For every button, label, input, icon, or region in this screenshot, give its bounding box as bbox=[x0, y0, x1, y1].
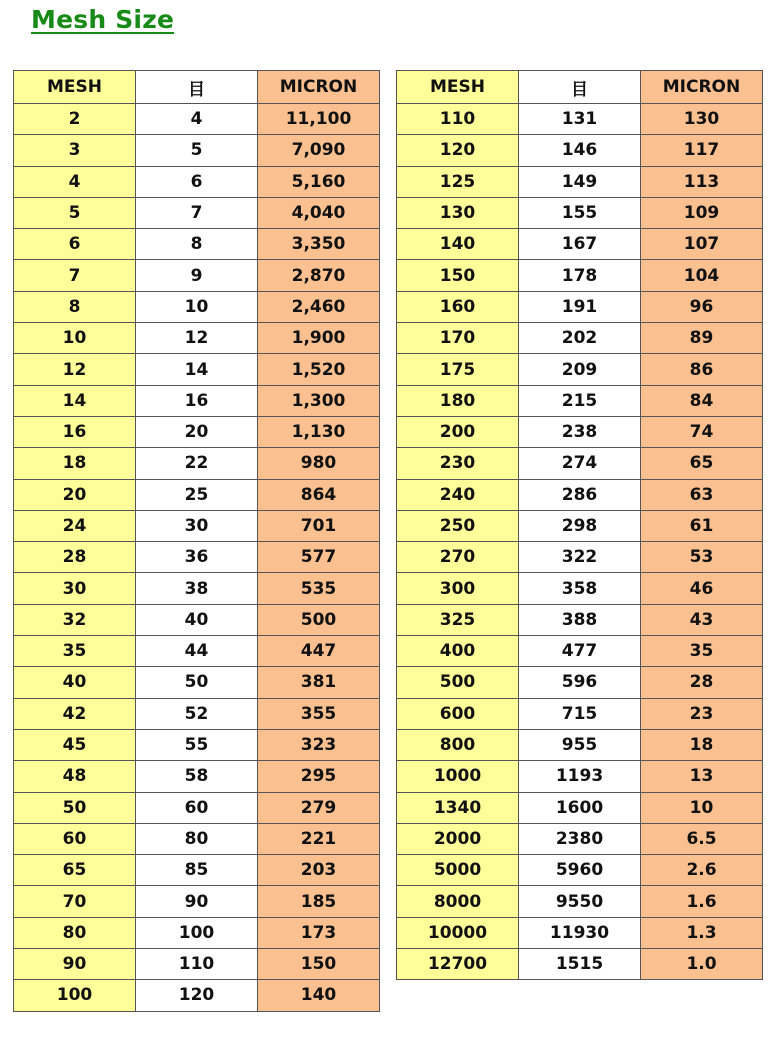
table-row bbox=[14, 104, 380, 135]
mesh-cell: 10 bbox=[14, 323, 136, 354]
micron-cell: 46 bbox=[641, 573, 763, 604]
mesh-cell: 800 bbox=[397, 729, 519, 760]
table-row bbox=[397, 354, 763, 385]
mesh-cell: 125 bbox=[397, 166, 519, 197]
table-row bbox=[397, 542, 763, 573]
table-row bbox=[397, 761, 763, 792]
mesh-cell: 1000 bbox=[397, 761, 519, 792]
table-row bbox=[397, 166, 763, 197]
mesh-cell: 200 bbox=[397, 416, 519, 447]
table-row bbox=[14, 260, 380, 291]
micron-cell: 2,870 bbox=[258, 260, 380, 291]
micron-cell: 2.6 bbox=[641, 855, 763, 886]
micron-cell: 1.6 bbox=[641, 886, 763, 917]
table-row bbox=[397, 104, 763, 135]
micron-cell: 864 bbox=[258, 479, 380, 510]
header-micron: MICRON bbox=[641, 71, 763, 104]
table-row bbox=[397, 886, 763, 917]
mok-cell: 155 bbox=[519, 197, 641, 228]
mok-cell: 388 bbox=[519, 604, 641, 635]
table-row bbox=[14, 917, 380, 948]
mesh-cell: 8000 bbox=[397, 886, 519, 917]
table-row bbox=[397, 291, 763, 322]
micron-cell: 173 bbox=[258, 917, 380, 948]
mok-cell: 146 bbox=[519, 135, 641, 166]
mesh-cell: 60 bbox=[14, 823, 136, 854]
mok-cell: 6 bbox=[136, 166, 258, 197]
micron-cell: 107 bbox=[641, 229, 763, 260]
mok-cell: 1515 bbox=[519, 949, 641, 980]
micron-cell: 3,350 bbox=[258, 229, 380, 260]
micron-cell: 113 bbox=[641, 166, 763, 197]
table-row bbox=[14, 667, 380, 698]
table-row bbox=[397, 260, 763, 291]
micron-cell: 130 bbox=[641, 104, 763, 135]
mok-cell: 9550 bbox=[519, 886, 641, 917]
mok-cell: 1193 bbox=[519, 761, 641, 792]
mesh-cell: 50 bbox=[14, 792, 136, 823]
header-micron: MICRON bbox=[258, 71, 380, 104]
mesh-cell: 170 bbox=[397, 323, 519, 354]
micron-cell: 355 bbox=[258, 698, 380, 729]
mesh-cell: 30 bbox=[14, 573, 136, 604]
micron-cell: 1,520 bbox=[258, 354, 380, 385]
mesh-cell: 325 bbox=[397, 604, 519, 635]
mok-cell: 167 bbox=[519, 229, 641, 260]
micron-cell: 203 bbox=[258, 855, 380, 886]
mesh-table-left bbox=[13, 70, 380, 1012]
mok-cell: 38 bbox=[136, 573, 258, 604]
micron-cell: 53 bbox=[641, 542, 763, 573]
mok-cell: 322 bbox=[519, 542, 641, 573]
table-row bbox=[397, 667, 763, 698]
table-row bbox=[397, 448, 763, 479]
mesh-cell: 130 bbox=[397, 197, 519, 228]
mesh-cell: 250 bbox=[397, 510, 519, 541]
micron-cell: 28 bbox=[641, 667, 763, 698]
mok-cell: 10 bbox=[136, 291, 258, 322]
mok-cell: 2380 bbox=[519, 823, 641, 854]
table-row bbox=[397, 510, 763, 541]
page-title: Mesh Size bbox=[31, 5, 175, 34]
mok-cell: 5 bbox=[136, 135, 258, 166]
table-row bbox=[397, 229, 763, 260]
header-row bbox=[14, 71, 380, 104]
micron-cell: 381 bbox=[258, 667, 380, 698]
table-row bbox=[14, 886, 380, 917]
micron-cell: 5,160 bbox=[258, 166, 380, 197]
table-row bbox=[397, 636, 763, 667]
mok-cell: 30 bbox=[136, 510, 258, 541]
mesh-cell: 3 bbox=[14, 135, 136, 166]
micron-cell: 185 bbox=[258, 886, 380, 917]
micron-cell: 109 bbox=[641, 197, 763, 228]
table-row bbox=[397, 323, 763, 354]
table-row bbox=[14, 855, 380, 886]
table-row bbox=[397, 135, 763, 166]
mok-cell: 178 bbox=[519, 260, 641, 291]
mesh-cell: 300 bbox=[397, 573, 519, 604]
mok-cell: 22 bbox=[136, 448, 258, 479]
table-row bbox=[397, 197, 763, 228]
micron-cell: 13 bbox=[641, 761, 763, 792]
table-row bbox=[14, 761, 380, 792]
mok-cell: 191 bbox=[519, 291, 641, 322]
micron-cell: 500 bbox=[258, 604, 380, 635]
mok-cell: 477 bbox=[519, 636, 641, 667]
table-row bbox=[14, 323, 380, 354]
mok-cell: 358 bbox=[519, 573, 641, 604]
table-row bbox=[397, 416, 763, 447]
table-row bbox=[14, 636, 380, 667]
table-row bbox=[14, 135, 380, 166]
table-row bbox=[14, 229, 380, 260]
mesh-cell: 270 bbox=[397, 542, 519, 573]
table-row bbox=[397, 823, 763, 854]
micron-cell: 117 bbox=[641, 135, 763, 166]
table-row bbox=[14, 510, 380, 541]
mesh-cell: 10000 bbox=[397, 917, 519, 948]
mok-cell: 596 bbox=[519, 667, 641, 698]
mok-cell: 8 bbox=[136, 229, 258, 260]
mesh-cell: 32 bbox=[14, 604, 136, 635]
header-row bbox=[397, 71, 763, 104]
table-body-left bbox=[14, 104, 380, 1012]
table-row bbox=[14, 354, 380, 385]
table-row bbox=[397, 855, 763, 886]
table-row bbox=[14, 573, 380, 604]
table-row bbox=[397, 573, 763, 604]
micron-cell: 11,100 bbox=[258, 104, 380, 135]
mesh-cell: 150 bbox=[397, 260, 519, 291]
micron-cell: 7,090 bbox=[258, 135, 380, 166]
mok-cell: 202 bbox=[519, 323, 641, 354]
mesh-cell: 45 bbox=[14, 729, 136, 760]
mok-cell: 120 bbox=[136, 980, 258, 1011]
micron-cell: 63 bbox=[641, 479, 763, 510]
mesh-cell: 5000 bbox=[397, 855, 519, 886]
mesh-cell: 175 bbox=[397, 354, 519, 385]
mok-cell: 14 bbox=[136, 354, 258, 385]
mok-cell: 90 bbox=[136, 886, 258, 917]
mesh-cell: 65 bbox=[14, 855, 136, 886]
micron-cell: 43 bbox=[641, 604, 763, 635]
micron-cell: 980 bbox=[258, 448, 380, 479]
mesh-cell: 90 bbox=[14, 949, 136, 980]
mesh-cell: 35 bbox=[14, 636, 136, 667]
mesh-cell: 8 bbox=[14, 291, 136, 322]
mesh-cell: 600 bbox=[397, 698, 519, 729]
table-row bbox=[14, 949, 380, 980]
mesh-cell: 2000 bbox=[397, 823, 519, 854]
table-row bbox=[397, 792, 763, 823]
table-row bbox=[14, 604, 380, 635]
mesh-cell: 120 bbox=[397, 135, 519, 166]
table-row bbox=[397, 729, 763, 760]
micron-cell: 1.3 bbox=[641, 917, 763, 948]
mesh-cell: 28 bbox=[14, 542, 136, 573]
mok-cell: 36 bbox=[136, 542, 258, 573]
table-row bbox=[397, 698, 763, 729]
mok-cell: 286 bbox=[519, 479, 641, 510]
micron-cell: 96 bbox=[641, 291, 763, 322]
mesh-cell: 500 bbox=[397, 667, 519, 698]
table-row bbox=[397, 917, 763, 948]
table-row bbox=[14, 980, 380, 1011]
mesh-cell: 24 bbox=[14, 510, 136, 541]
mok-cell: 85 bbox=[136, 855, 258, 886]
mesh-cell: 7 bbox=[14, 260, 136, 291]
table-row bbox=[14, 197, 380, 228]
mesh-cell: 2 bbox=[14, 104, 136, 135]
mok-cell: 12 bbox=[136, 323, 258, 354]
mok-cell: 7 bbox=[136, 197, 258, 228]
header-mok: 目 bbox=[136, 71, 258, 104]
mesh-cell: 16 bbox=[14, 416, 136, 447]
mok-cell: 80 bbox=[136, 823, 258, 854]
mesh-cell: 140 bbox=[397, 229, 519, 260]
micron-cell: 86 bbox=[641, 354, 763, 385]
table-row bbox=[14, 729, 380, 760]
mesh-cell: 400 bbox=[397, 636, 519, 667]
header-mesh: MESH bbox=[14, 71, 136, 104]
mok-cell: 44 bbox=[136, 636, 258, 667]
micron-cell: 74 bbox=[641, 416, 763, 447]
micron-cell: 61 bbox=[641, 510, 763, 541]
micron-cell: 2,460 bbox=[258, 291, 380, 322]
mesh-cell: 180 bbox=[397, 385, 519, 416]
mok-cell: 16 bbox=[136, 385, 258, 416]
mok-cell: 238 bbox=[519, 416, 641, 447]
mok-cell: 149 bbox=[519, 166, 641, 197]
table-row bbox=[14, 823, 380, 854]
micron-cell: 1,130 bbox=[258, 416, 380, 447]
micron-cell: 104 bbox=[641, 260, 763, 291]
mok-cell: 20 bbox=[136, 416, 258, 447]
table-row bbox=[14, 385, 380, 416]
mesh-cell: 12 bbox=[14, 354, 136, 385]
mok-cell: 4 bbox=[136, 104, 258, 135]
table-row bbox=[14, 479, 380, 510]
micron-cell: 89 bbox=[641, 323, 763, 354]
micron-cell: 701 bbox=[258, 510, 380, 541]
mesh-cell: 42 bbox=[14, 698, 136, 729]
mesh-cell: 18 bbox=[14, 448, 136, 479]
table-row bbox=[397, 385, 763, 416]
mok-cell: 298 bbox=[519, 510, 641, 541]
micron-cell: 323 bbox=[258, 729, 380, 760]
mesh-cell: 100 bbox=[14, 980, 136, 1011]
micron-cell: 221 bbox=[258, 823, 380, 854]
mok-cell: 40 bbox=[136, 604, 258, 635]
mok-cell: 1600 bbox=[519, 792, 641, 823]
mok-cell: 209 bbox=[519, 354, 641, 385]
table-row bbox=[397, 604, 763, 635]
micron-cell: 18 bbox=[641, 729, 763, 760]
micron-cell: 577 bbox=[258, 542, 380, 573]
micron-cell: 35 bbox=[641, 636, 763, 667]
micron-cell: 23 bbox=[641, 698, 763, 729]
mok-cell: 131 bbox=[519, 104, 641, 135]
header-mok: 目 bbox=[519, 71, 641, 104]
mok-cell: 11930 bbox=[519, 917, 641, 948]
table-row bbox=[14, 166, 380, 197]
mok-cell: 715 bbox=[519, 698, 641, 729]
mok-cell: 60 bbox=[136, 792, 258, 823]
mesh-table-right bbox=[396, 70, 763, 980]
table-row bbox=[14, 448, 380, 479]
table-row bbox=[14, 291, 380, 322]
micron-cell: 6.5 bbox=[641, 823, 763, 854]
mok-cell: 52 bbox=[136, 698, 258, 729]
mok-cell: 9 bbox=[136, 260, 258, 291]
mok-cell: 215 bbox=[519, 385, 641, 416]
micron-cell: 1,300 bbox=[258, 385, 380, 416]
mesh-cell: 70 bbox=[14, 886, 136, 917]
mesh-cell: 230 bbox=[397, 448, 519, 479]
mesh-cell: 160 bbox=[397, 291, 519, 322]
micron-cell: 535 bbox=[258, 573, 380, 604]
mok-cell: 25 bbox=[136, 479, 258, 510]
micron-cell: 279 bbox=[258, 792, 380, 823]
mok-cell: 55 bbox=[136, 729, 258, 760]
table-row bbox=[397, 479, 763, 510]
mok-cell: 100 bbox=[136, 917, 258, 948]
mesh-cell: 110 bbox=[397, 104, 519, 135]
mesh-cell: 6 bbox=[14, 229, 136, 260]
micron-cell: 84 bbox=[641, 385, 763, 416]
mesh-cell: 20 bbox=[14, 479, 136, 510]
micron-cell: 140 bbox=[258, 980, 380, 1011]
mesh-cell: 4 bbox=[14, 166, 136, 197]
micron-cell: 1,900 bbox=[258, 323, 380, 354]
micron-cell: 65 bbox=[641, 448, 763, 479]
table-row bbox=[14, 698, 380, 729]
micron-cell: 1.0 bbox=[641, 949, 763, 980]
micron-cell: 10 bbox=[641, 792, 763, 823]
mok-cell: 274 bbox=[519, 448, 641, 479]
micron-cell: 4,040 bbox=[258, 197, 380, 228]
mesh-cell: 48 bbox=[14, 761, 136, 792]
mok-cell: 50 bbox=[136, 667, 258, 698]
table-row bbox=[14, 416, 380, 447]
table-row bbox=[397, 949, 763, 980]
table-row bbox=[14, 542, 380, 573]
mesh-cell: 14 bbox=[14, 385, 136, 416]
micron-cell: 295 bbox=[258, 761, 380, 792]
mesh-cell: 240 bbox=[397, 479, 519, 510]
table-body-right bbox=[397, 104, 763, 980]
micron-cell: 447 bbox=[258, 636, 380, 667]
mesh-cell: 12700 bbox=[397, 949, 519, 980]
table-row bbox=[14, 792, 380, 823]
micron-cell: 150 bbox=[258, 949, 380, 980]
mok-cell: 110 bbox=[136, 949, 258, 980]
mesh-cell: 80 bbox=[14, 917, 136, 948]
mesh-cell: 40 bbox=[14, 667, 136, 698]
mok-cell: 5960 bbox=[519, 855, 641, 886]
mok-cell: 58 bbox=[136, 761, 258, 792]
mesh-cell: 5 bbox=[14, 197, 136, 228]
mok-cell: 955 bbox=[519, 729, 641, 760]
mesh-cell: 1340 bbox=[397, 792, 519, 823]
header-mesh: MESH bbox=[397, 71, 519, 104]
